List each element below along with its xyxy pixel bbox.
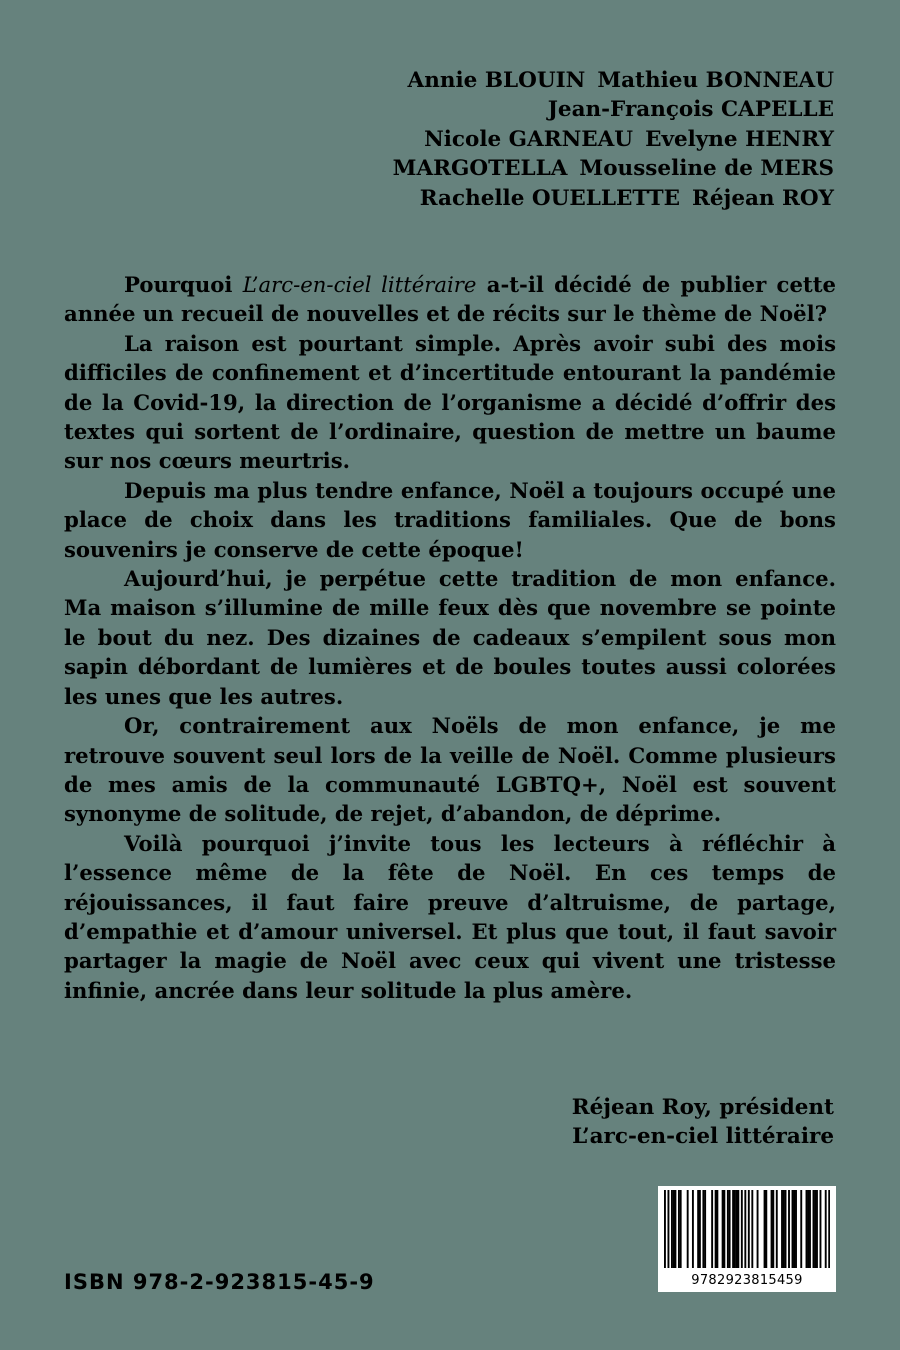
paragraph: La raison est pourtant simple. Après avoir subi des mois difficiles de confinement et d’incertitude entourant la pandémie de la Covid-19, la direction de l’organisme a décidé d’offrir des textes qui sortent de l’ordinaire, question de mettre un baume sur nos cœurs meurtris. bbox=[64, 330, 836, 474]
barcode-bar bbox=[697, 1190, 699, 1268]
barcode-digits: 9782923815459 bbox=[691, 1273, 803, 1288]
author-name: Jean-François CAPELLE bbox=[547, 97, 834, 123]
barcode-bar bbox=[783, 1190, 785, 1268]
author-name: Mousseline de MERS bbox=[579, 156, 834, 182]
author-line bbox=[274, 125, 834, 154]
barcode-bar bbox=[722, 1190, 724, 1268]
barcode-bar bbox=[772, 1190, 774, 1268]
barcode-bar bbox=[800, 1190, 802, 1268]
barcode-bar bbox=[692, 1190, 694, 1268]
barcode-bar bbox=[680, 1190, 682, 1268]
author-line bbox=[274, 184, 834, 213]
isbn-label: ISBN 978-2-923815-45-9 bbox=[64, 1270, 375, 1294]
barcode-bar bbox=[678, 1190, 680, 1268]
barcode-bar bbox=[715, 1190, 717, 1268]
barcode-bar bbox=[825, 1190, 827, 1268]
barcode-bar bbox=[711, 1190, 713, 1268]
paragraph: Aujourd’hui, je perpétue cette tradition de mon enfance. Ma maison s’illumine de mille feux dès que novembre se pointe le bout du nez. Des dizaines de cadeaux s’empilent sous mon sapin débordant de lumières et de boules toutes aussi colorées les unes que les autres. bbox=[64, 566, 836, 709]
barcode-bar bbox=[667, 1190, 669, 1268]
barcode-bar bbox=[727, 1190, 729, 1268]
barcode-bar bbox=[748, 1190, 750, 1268]
author-line bbox=[274, 95, 834, 124]
barcode-bar bbox=[741, 1190, 743, 1268]
barcode-bar bbox=[699, 1190, 701, 1268]
author-name: Evelyne HENRY bbox=[645, 126, 834, 152]
paragraph-text: Pourquoi bbox=[124, 272, 243, 297]
barcode-bar bbox=[736, 1190, 738, 1268]
paragraph: Voilà pourquoi j’invite tous les lecteurs à réfléchir à l’essence même de la fête de Noël. En ces temps de réjouissances, il faut faire preuve d’altruisme, de partage, d’empathie et d’amour universel. Et plus que tout, il faut savoir partager la magie de Noël avec ceux qui vivent une tristesse infinie, ancrée dans leur solitude la plus amère. bbox=[64, 830, 836, 1003]
barcode-bar bbox=[673, 1190, 675, 1268]
barcode-bar bbox=[664, 1190, 666, 1268]
publisher-title: L’arc-en-ciel littéraire bbox=[242, 272, 477, 297]
barcode-bar bbox=[716, 1190, 718, 1268]
barcode-bar bbox=[729, 1190, 731, 1268]
back-cover-text bbox=[64, 270, 836, 1005]
author-name: Mathieu BONNEAU bbox=[597, 68, 834, 93]
barcode-bar bbox=[792, 1190, 794, 1268]
signature-name: Réjean Roy, président bbox=[571, 1095, 834, 1120]
barcode-bar bbox=[704, 1190, 706, 1268]
barcode-bar bbox=[785, 1190, 787, 1268]
barcode-bar bbox=[795, 1190, 797, 1268]
paragraph-text: a-t-il décidé de publier cette année un recueil de nouvelles et de récits sur le thème de Noël? bbox=[64, 272, 836, 327]
barcode-bar bbox=[816, 1190, 818, 1268]
barcode-bar bbox=[807, 1190, 809, 1268]
barcode-bar bbox=[788, 1190, 790, 1268]
barcode-bar bbox=[814, 1190, 816, 1268]
barcode-bar bbox=[744, 1190, 746, 1268]
barcode-bar bbox=[737, 1190, 739, 1268]
author-name: Annie BLOUIN bbox=[407, 68, 586, 93]
barcode-bar bbox=[671, 1190, 673, 1268]
barcode bbox=[658, 1186, 836, 1292]
barcode-bar bbox=[828, 1190, 830, 1268]
paragraph bbox=[64, 270, 836, 329]
barcode-bar bbox=[820, 1190, 822, 1268]
barcode-bar bbox=[813, 1190, 815, 1268]
barcode-bar bbox=[793, 1190, 795, 1268]
paragraph: Depuis ma plus tendre enfance, Noël a toujours occupé une place de choix dans les traditions familiales. Que de bons souvenirs je conserve de cette époque! bbox=[64, 477, 836, 562]
barcode-bar bbox=[771, 1190, 773, 1268]
barcode-bar bbox=[764, 1190, 766, 1268]
author-name: Réjean ROY bbox=[692, 185, 834, 211]
barcode-bar bbox=[723, 1190, 725, 1268]
barcode-bar bbox=[776, 1190, 778, 1268]
barcode-bar bbox=[687, 1190, 689, 1268]
paragraph: Or, contrairement aux Noëls de mon enfance, je me retrouve souvent seul lors de la veille de Noël. Comme plusieurs de mes amis de la communauté LGBTQ+, Noël est souvent synonyme de solitude, de rejet, d’abandon, de déprime. bbox=[64, 713, 836, 827]
author-line bbox=[274, 66, 834, 95]
barcode-bar bbox=[751, 1190, 753, 1268]
barcode-bar bbox=[674, 1190, 676, 1268]
barcode-bar bbox=[809, 1190, 811, 1268]
barcode-bar bbox=[732, 1190, 734, 1268]
barcode-bar bbox=[765, 1190, 767, 1268]
barcode-bar bbox=[806, 1190, 808, 1268]
author-name: Rachelle OUELLETTE bbox=[419, 185, 680, 211]
author-name: MARGOTELLA bbox=[392, 156, 568, 182]
author-name: Nicole GARNEAU bbox=[424, 126, 634, 152]
author-line bbox=[274, 154, 834, 183]
author-list bbox=[274, 66, 834, 213]
signature-organization: L’arc-en-ciel littéraire bbox=[572, 1124, 834, 1150]
barcode-bar bbox=[781, 1190, 783, 1268]
barcode-bar bbox=[757, 1190, 759, 1268]
barcode-bars bbox=[664, 1190, 830, 1268]
signature bbox=[572, 1093, 834, 1152]
barcode-bar bbox=[734, 1190, 736, 1268]
barcode-bar bbox=[702, 1190, 704, 1268]
